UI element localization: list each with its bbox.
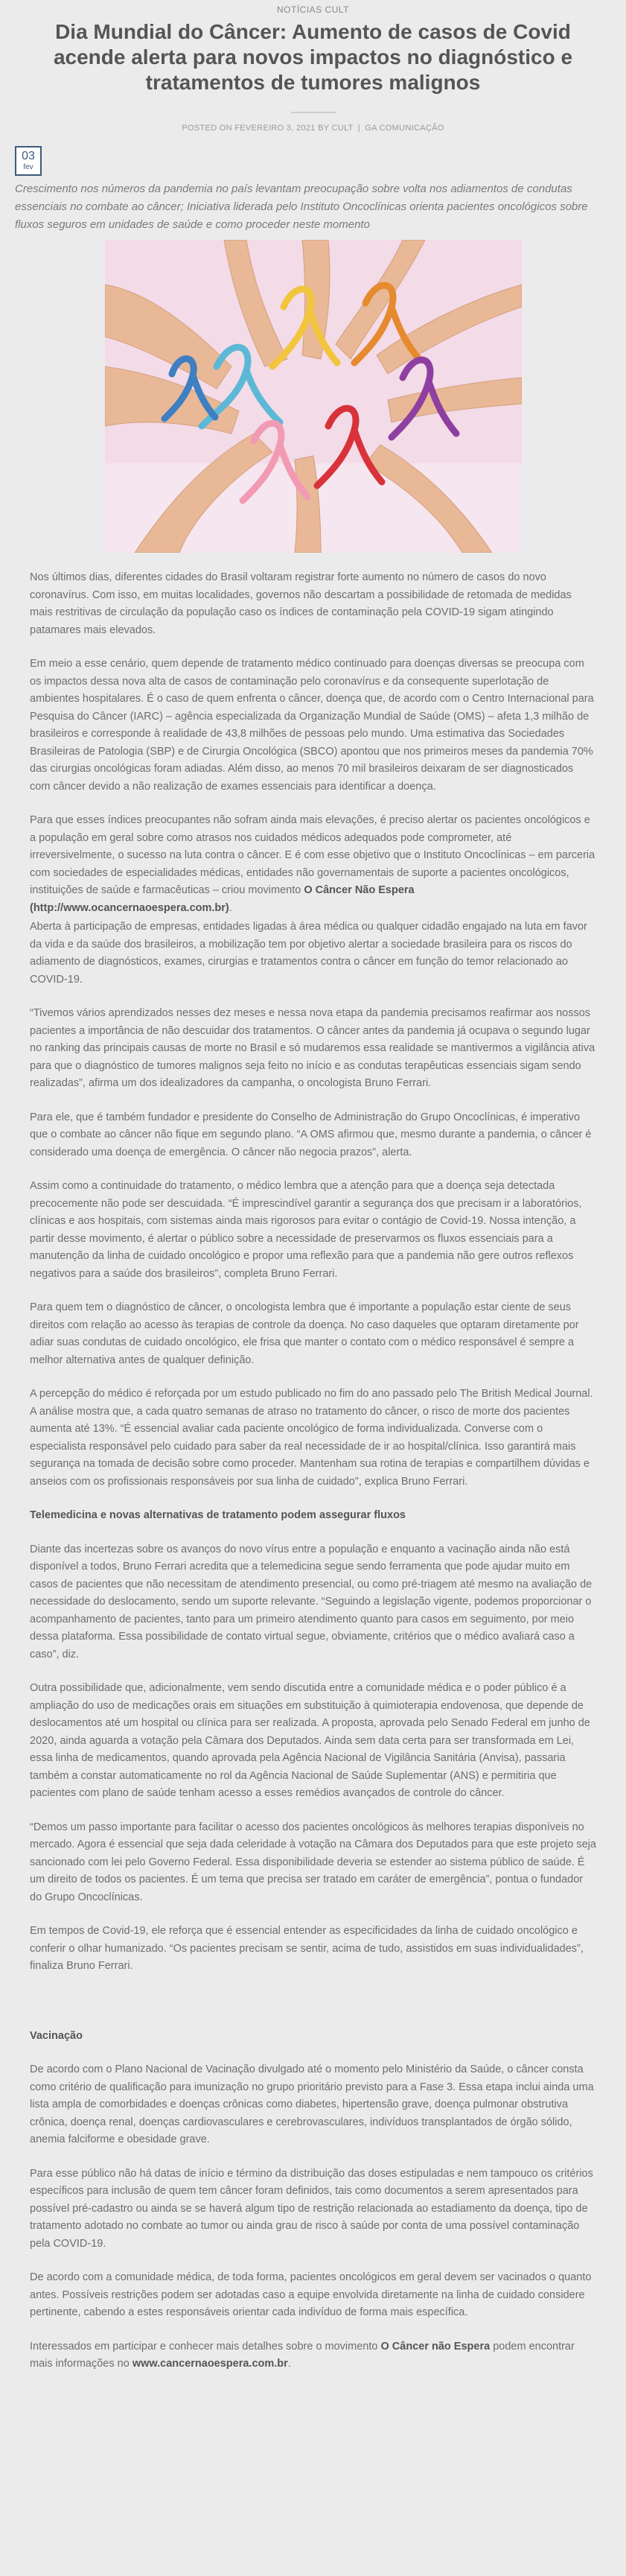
date-badge-day: 03 xyxy=(22,150,35,162)
body-paragraph: “Demos um passo importante para facilitar o acesso dos pacientes oncológicos às melhores terapias disponíveis no mercado. Agora é essencial que seja dada celeridade à votação na Câmara dos Deputados para que este projeto seja sancionado com lei pelo Governo Federal. Essa disponibilidade deveria se estender ao sistema público de saúde. É um direito de todos os pacientes. É um tema que precisa ser tratado em caráter de emergência”, pontua o fundador do Grupo Oncoclínicas. xyxy=(30,1821,596,1903)
body-paragraph: Outra possibilidade que, adicionalmente, vem sendo discutida entre a comunidade médica e o poder público é a ampliação do uso de medicações orais em situações em substituição à quimioterapia endovenosa, que depende de deslocamentos até um hospital ou clínica para ser realizada. A proposta, aprovada pelo Senado Federal em junho de 2020, ainda aguarda a votação pela Câmara dos Deputados. Ainda sem data certa para ser transformada em Lei, essa linha de medicamentos, quando aprovada pela Agência Nacional de Vigilância Sanitária (Anvisa), passaria também a constar automaticamente no rol da Agência Nacional de Saúde Suplementar (ANS) e permitiria que pacientes com plano de saúde tenham acesso a esses remédios avançados de controle do câncer. xyxy=(30,1682,590,1799)
section-heading-telemedicina: Telemedicina e novas alternativas de tratamento podem assegurar fluxos xyxy=(30,1509,406,1521)
campaign-link[interactable]: O Câncer Não Espera (http://www.ocancernaoespera.com.br) xyxy=(30,884,415,914)
paragraph-end: . xyxy=(229,901,232,914)
article-lead: Crescimento nos números da pandemia no país levantam preocupação sobre volta nos adiamentos de condutas essenciais no combate ao câncer; Iniciativa liderada pelo Instituto Oncoclínicas orienta pacientes oncológicos sobre fluxos seguros em unidades de saúde e como proceder neste momento xyxy=(15,183,588,231)
category-label[interactable]: NOTÍCIAS CULT xyxy=(277,4,349,15)
body-paragraph xyxy=(30,2338,596,2373)
body-paragraph: “Tivemos vários aprendizados nesses dez meses e nessa nova etapa da pandemia precisamos reafirmar aos nossos pacientes a importância de não descuidar dos tratamentos. O câncer antes da pandemia já ocupava o segundo lugar no ranking das principais causas de morte no Brasil e só mudaremos essa realidade se mantivermos a vigilância ativa para que o diagnóstico de tumores malignos seja feito no início e as condutas terapêuticas essenciais sigam sendo realizadas”, afirma um dos idealizadores da campanha, o oncologista Bruno Ferrari. xyxy=(30,1007,595,1089)
paragraph-text: Para que esses índices preocupantes não sofram ainda mais elevações, é preciso alertar os pacientes oncológicos e a população em geral sobre como atrasos nos cuidados médicos adequados pode comprometer, até irreversivelmente, o sucesso na luta contra o câncer. E é com esse objetivo que o Instituto Oncoclínicas – em parceria com sociedades de especialidades médicas, entidades não governamentais de suporte a pacientes oncológicos, instituições de saúde e farmacêuticas – criou movimento xyxy=(30,814,595,896)
body-paragraph: Diante das incertezas sobre os avanços do novo vírus entre a população e enquanto a vacinação ainda não está disponível a todos, Bruno Ferrari acredita que a telemedicina segue sendo ferramenta que pode ajudar muito em casos de pacientes que não necessitam de atendimento presencial, ou como pré-triagem até mesmo na avaliação de necessidade do deslocamento, sendo um suporte relevante. “Seguindo a legislação vigente, podemos proporcionar o acompanhamento de pacientes, tanto para um primeiro atendimento quanto para casos em seguimento, por meio dessa plataforma. Essa possibilidade de contato virtual segue, obviamente, critérios que o médico avaliará caso a caso”, diz. xyxy=(30,1543,593,1660)
title-divider xyxy=(291,112,336,113)
paragraph-end: . xyxy=(287,2358,291,2370)
body-paragraph: Assim como a continuidade do tratamento, o médico lembra que a atenção para que a doença seja detectada precocemente não pode ser descuidada. “É imprescindível garantir a segurança dos que precisam ir a laboratórios, clínicas e aos hospitais, com sistemas ainda mais rigorosos para evitar o contágio de Covid-19. Nossa intenção, a partir desse movimento, é alertar o público sobre a necessidade de preservarmos os fluxos essenciais para a manutenção da linha de cuidado oncológico e propor uma reflexão para que a pandemia não gere outros reflexos negativos para a saúde dos brasileiros”, completa Bruno Ferrari. xyxy=(30,1180,582,1280)
page-title: Dia Mundial do Câncer: Aumento de casos de Covid acende alerta para novos impactos no diagnóstico e tratamentos de tumores malignos xyxy=(53,20,573,94)
section-spacer xyxy=(30,1992,596,2028)
body-paragraph: Aberta à participação de empresas, entidades ligadas à área médica ou qualquer cidadão engajado na luta em favor da vida e da saúde dos brasileiros, a mobilização tem por objetivo alertar a sociedade brasileira para os riscos do adiamento de diagnósticos, exames, cirurgias e tratamentos contra o câncer em função do temor relacionado ao COVID-19. xyxy=(30,921,587,986)
body-paragraph: Para esse público não há datas de início e término da distribuição das doses estipuladas e nem tampouco os critérios específicos para inclusão de quem tem câncer foram definidos, tais como documentos a serem apresentados para possível pré-cadastro ou ainda se se haverá algum tipo de restrição relacionada ao estadiamento da doença, tipo de tratamento adotado no combate ao tumor ou ainda grau de risco à saúde por conta de uma possível contaminação pela COVID-19. xyxy=(30,2167,593,2250)
post-meta xyxy=(0,124,626,133)
body-paragraph: A percepção do médico é reforçada por um estudo publicado no fim do ano passado pelo The British Medical Journal. A análise mostra que, a cada quatro semanas de atraso no tratamento do câncer, o risco de morte dos pacientes aumenta até 13%. “É essencial avaliar cada paciente oncológico de forma individualizada. Converse com o especialista responsável pelo cuidado para saber da real necessidade de ir ao hospital/clínica. Isso garantirá mais segurança na tomada de decisão sobre como proceder. Mantenham sua rotina de terapias e compartilhem dúvidas e anseios com os profissionais responsáveis por sua linha de cuidado”, explica Bruno Ferrari. xyxy=(30,1388,593,1488)
paragraph-text: podem encontrar mais informações no xyxy=(30,2340,575,2370)
body-paragraph: Em tempos de Covid-19, ele reforça que é essencial entender as especificidades da linha de cuidado oncológico e conferir o olhar humanizado. “Os pacientes precisam se sentir, acima de tudo, assistidos em suas individualidades”, finaliza Bruno Ferrari. xyxy=(30,1925,584,1972)
campaign-website-link[interactable]: www.cancernaoespera.com.br xyxy=(132,2358,288,2370)
date-badge-month: fev xyxy=(23,163,33,171)
meta-author[interactable]: CULT xyxy=(331,124,354,133)
body-paragraph: Nos últimos dias, diferentes cidades do Brasil voltaram registrar forte aumento no número de casos do novo coronavírus. Com isso, em muitas localidades, governos não descartam a possibilidade de retomada de medidas mais restritivas de circulação da população caso os índices de contaminação pela COVID-19 sigam atingindo patamares mais elevados. xyxy=(30,571,572,636)
paragraph-text: Interessados em participar e conhecer mais detalhes sobre o movimento xyxy=(30,2340,378,2353)
body-paragraph: Em meio a esse cenário, quem depende de tratamento médico continuado para doenças diversas se preocupa com os impactos dessa nova alta de casos de contaminação pelo coronavírus e da consequente superlotação de ambientes hospitalares. É o caso de quem enfrenta o câncer, doença que, de acordo com o Centro Internacional para Pesquisa do Câncer (IARC) – agência especializada da Organização Mundial de Saúde (OMS) – afeta 1,3 milhão de brasileiros e corresponde à realidade de 43,8 milhões de pessoas pelo mundo. Uma estimativa das Sociedades Brasileiras de Patologia (SBP) e de Cirurgia Oncológica (SBCO) apontou que nos primeiros meses da pandemia 70% das cirurgias oncológicas foram adiadas. Além disso, ao menos 70 mil brasileiros deixaram de ser diagnosticados com câncer devido a não realização de exames essenciais para identificar a doença. xyxy=(30,658,594,793)
date-badge xyxy=(15,146,42,176)
meta-prefix: POSTED ON xyxy=(182,124,232,133)
article-body xyxy=(0,553,626,2373)
meta-separator: | xyxy=(357,124,360,133)
section-heading-vacinacao: Vacinação xyxy=(30,2029,83,2042)
body-paragraph: De acordo com o Plano Nacional de Vacinação divulgado até o momento pelo Ministério da Saúde, o câncer consta como critério de qualificação para imunização no grupo prioritário previsto para a Fase 3. Essa etapa inclui ainda uma lista ampla de comorbidades e doenças crônicas como diabetes, hipertensão grave, doença pulmonar obstrutiva crônica, doença renal, doenças cardiovasculares e cerebrovasculares, indivíduos transplantados de órgão sólido, anemia falciforme e obesidade grave. xyxy=(30,2063,594,2145)
meta-date[interactable]: FEVEREIRO 3, 2021 xyxy=(234,124,316,133)
date-row xyxy=(0,146,626,176)
body-paragraph xyxy=(30,812,596,917)
cancer-awareness-ribbons-image xyxy=(105,240,522,553)
body-paragraph: Para quem tem o diagnóstico de câncer, o oncologista lembra que é importante a população estar ciente de seus direitos com relação ao acesso às terapias de controle da doença. No caso daqueles que optaram diretamente por adiar suas condutas de cuidado oncológico, ele frisa que manter o contato com o médico responsável é sempre a melhor alternativa antes de qualquer definição. xyxy=(30,1301,579,1366)
campaign-name: O Câncer não Espera xyxy=(380,2340,491,2353)
meta-by: BY xyxy=(318,124,330,133)
meta-company[interactable]: GA COMUNICAÇÃO xyxy=(365,124,444,133)
body-paragraph: De acordo com a comunidade médica, de toda forma, pacientes oncológicos em geral devem ser vacinados o quanto antes. Possíveis restrições podem ser adotadas caso a equipe envolvida diretamente na linha de cuidado considere pertinente, cabendo a estes responsáveis orientar cada indivíduo de forma mais específica. xyxy=(30,2271,592,2318)
body-paragraph: Para ele, que é também fundador e presidente do Conselho de Administração do Grupo Oncoclínicas, é imperativo que o combate ao câncer não fique em segundo plano. “A OMS afirmou que, mesmo durante a pandemia, o câncer é considerado uma doença de emergência. O câncer não negocia prazos”, alerta. xyxy=(30,1111,592,1158)
